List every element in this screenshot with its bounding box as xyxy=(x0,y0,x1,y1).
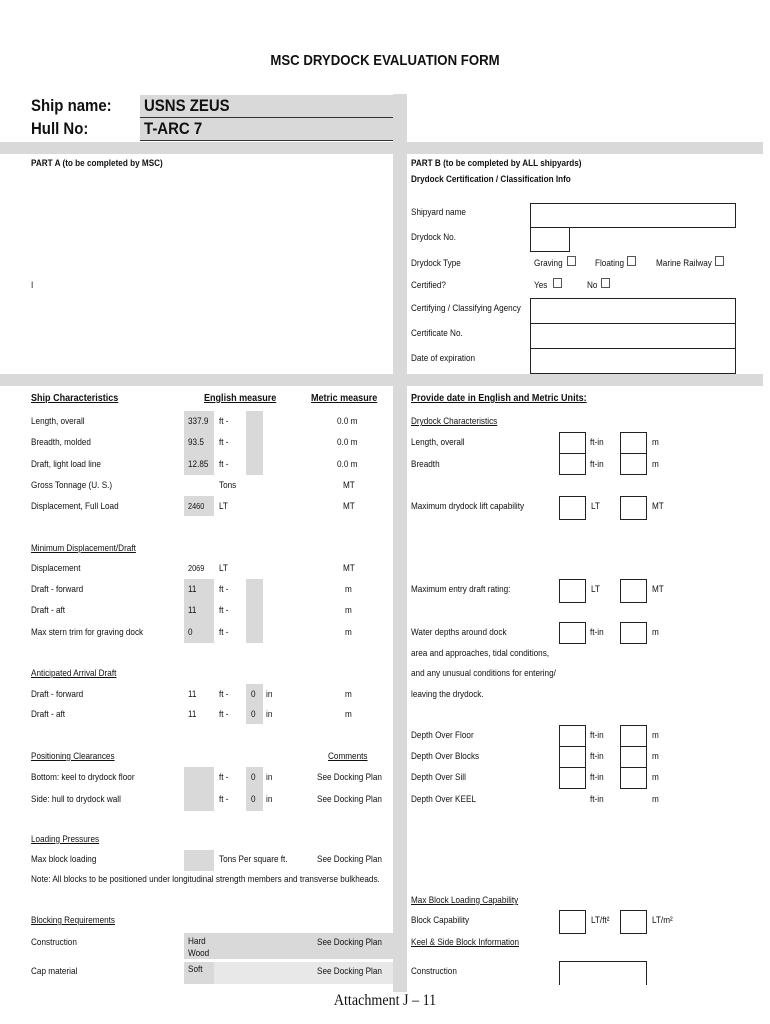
m-unit: m xyxy=(652,730,659,741)
blocking-heading: Blocking Requirements xyxy=(31,915,116,926)
arrival-value[interactable]: 11 xyxy=(188,709,197,720)
ship-char-label: Draft, light load line xyxy=(31,459,101,470)
certified-no-label: No xyxy=(587,280,598,291)
block-unit-en: LT/ft² xyxy=(591,915,610,926)
shipyard-name-input[interactable] xyxy=(530,203,736,228)
agency-label: Certifying / Classifying Agency xyxy=(411,303,521,314)
min-disp-value[interactable]: 0 xyxy=(188,627,193,638)
positioning-inch[interactable]: 0 xyxy=(251,794,256,805)
arrival-unit: ft - xyxy=(219,709,229,720)
ft-in-unit: ft-in xyxy=(590,751,604,762)
loading-note: Note: All blocks to be positioned under longitudinal strength members and transverse bulkheads. xyxy=(31,874,380,885)
ship-name-label: Ship name: xyxy=(31,96,112,115)
construction-value[interactable]: Wood xyxy=(188,948,210,959)
header-divider xyxy=(140,117,393,118)
ft-in-unit: ft-in xyxy=(590,627,604,638)
min-disp-metric: m xyxy=(345,627,352,638)
ship-char-value[interactable]: 93.5 xyxy=(188,437,204,448)
construction-value[interactable]: Hard xyxy=(188,936,206,947)
ship-char-label: Length, overall xyxy=(31,416,85,427)
page-footer: Attachment J – 11 xyxy=(333,992,437,1009)
ship-characteristics-heading: Ship Characteristics xyxy=(31,392,119,404)
type-option-graving: Graving xyxy=(534,258,563,269)
units-heading: Provide date in English and Metric Units: xyxy=(411,392,587,404)
arrival-inch-unit: in xyxy=(266,709,273,720)
ship-char-metric: MT xyxy=(343,501,355,512)
entry-draft-lt-input[interactable] xyxy=(559,579,586,603)
min-disp-unit: ft - xyxy=(219,605,229,616)
positioning-label: Side: hull to drydock wall xyxy=(31,794,121,805)
ship-char-metric: 0.0 m xyxy=(337,459,358,470)
drydock-no-input[interactable] xyxy=(530,227,570,252)
ship-char-metric: 0.0 m xyxy=(337,437,358,448)
arrival-inch-unit: in xyxy=(266,689,273,700)
comments-heading: Comments xyxy=(328,751,368,762)
construction-label: Construction xyxy=(31,937,77,948)
cap-material-comment: See Docking Plan xyxy=(317,966,382,977)
certified-yes-checkbox[interactable] xyxy=(553,278,562,288)
drydock-no-label: Drydock No. xyxy=(411,232,456,243)
ship-name-value[interactable]: USNS ZEUS xyxy=(144,96,230,115)
ft-in-unit: ft-in xyxy=(590,772,604,783)
drydock-type-label: Drydock Type xyxy=(411,258,461,269)
ship-char-unit: ft - xyxy=(219,437,229,448)
keel-heading: Keel & Side Block Information xyxy=(411,937,520,948)
stray-mark: I xyxy=(31,280,34,291)
cert-no-label: Certificate No. xyxy=(411,328,463,339)
ship-char-unit: LT xyxy=(219,501,228,512)
water-depth-m-input[interactable] xyxy=(620,622,647,644)
min-disp-unit: ft - xyxy=(219,627,229,638)
positioning-inch-unit: in xyxy=(266,772,273,783)
depth-floor-ft-input[interactable] xyxy=(559,725,586,747)
value-column-bg xyxy=(184,850,214,871)
arrival-metric: m xyxy=(345,709,352,720)
english-measure-heading: English measure xyxy=(204,392,277,404)
ship-char-metric: 0.0 m xyxy=(337,416,358,427)
drydock-length-ft-input[interactable] xyxy=(559,432,586,454)
depth-label: Depth Over Sill xyxy=(411,772,466,783)
part-a-band xyxy=(0,142,408,154)
ship-char-metric: MT xyxy=(343,480,355,491)
drydock-breadth-ft-input[interactable] xyxy=(559,453,586,475)
construction-comment: See Docking Plan xyxy=(317,937,382,948)
m-unit: m xyxy=(652,772,659,783)
m-unit: m xyxy=(652,794,659,805)
ft-in-unit: ft-in xyxy=(590,459,604,470)
m-unit: m xyxy=(652,751,659,762)
max-block-heading: Max Block Loading Capability xyxy=(411,895,519,906)
certified-no-checkbox[interactable] xyxy=(601,278,610,288)
drydock-breadth-m-input[interactable] xyxy=(620,453,647,475)
hull-no-value[interactable]: T-ARC 7 xyxy=(144,119,203,138)
floating-checkbox[interactable] xyxy=(627,256,636,266)
positioning-comment: See Docking Plan xyxy=(317,794,382,805)
lt-unit: LT xyxy=(591,501,600,512)
arrival-metric: m xyxy=(345,689,352,700)
inch-column-bg xyxy=(246,411,263,475)
min-disp-value[interactable]: 11 xyxy=(188,605,197,616)
ft-in-unit: ft-in xyxy=(590,437,604,448)
loading-comment: See Docking Plan xyxy=(317,854,382,865)
ft-in-unit: ft-in xyxy=(590,794,604,805)
lift-lt-input[interactable] xyxy=(559,496,586,520)
arrival-inch[interactable]: 0 xyxy=(251,709,256,720)
expiration-label: Date of expiration xyxy=(411,353,476,364)
keel-construction-input[interactable] xyxy=(559,961,647,985)
inch-column-bg xyxy=(246,579,263,643)
entry-draft-mt-input[interactable] xyxy=(620,579,647,603)
lt-unit: LT xyxy=(591,584,600,595)
drydock-length-label: Length, overall xyxy=(411,437,465,448)
type-option-floating: Floating xyxy=(595,258,625,269)
lift-capability-label: Maximum drydock lift capability xyxy=(411,501,525,512)
cert-no-input[interactable] xyxy=(530,323,736,349)
ship-char-label: Breadth, molded xyxy=(31,437,91,448)
entry-draft-label: Maximum entry draft rating: xyxy=(411,584,511,595)
cap-material-label: Cap material xyxy=(31,966,78,977)
depth-label: Depth Over Floor xyxy=(411,730,474,741)
m-unit: m xyxy=(652,437,659,448)
loading-heading: Loading Pressures xyxy=(31,834,100,845)
arrival-inch[interactable]: 0 xyxy=(251,689,256,700)
arrival-value[interactable]: 11 xyxy=(188,689,197,700)
hull-no-label: Hull No: xyxy=(31,119,89,138)
drydock-breadth-label: Breadth xyxy=(411,459,440,470)
loading-unit: Tons Per square ft. xyxy=(219,854,288,865)
positioning-heading: Positioning Clearances xyxy=(31,751,115,762)
positioning-inch-unit: in xyxy=(266,794,273,805)
depth-label: Depth Over Blocks xyxy=(411,751,480,762)
block-capability-label: Block Capability xyxy=(411,915,470,926)
min-disp-metric: m xyxy=(345,584,352,595)
ship-char-value[interactable]: 2460 xyxy=(188,501,205,511)
mt-unit: MT xyxy=(652,501,664,512)
ship-char-label: Displacement, Full Load xyxy=(31,501,119,512)
min-disp-label: Displacement xyxy=(31,563,81,574)
keel-construction-label: Construction xyxy=(411,966,457,977)
part-a-heading: PART A (to be completed by MSC) xyxy=(31,158,163,169)
form-title: MSC DRYDOCK EVALUATION FORM xyxy=(270,52,500,69)
min-disp-value[interactable]: 2069 xyxy=(188,563,205,573)
type-option-marine-railway: Marine Railway xyxy=(656,258,712,269)
ship-char-value[interactable]: 337.9 xyxy=(188,416,209,427)
min-disp-heading: Minimum Displacement/Draft xyxy=(31,543,136,554)
section-band xyxy=(0,374,763,386)
certified-yes-label: Yes xyxy=(534,280,548,291)
metric-measure-heading: Metric measure xyxy=(311,392,378,404)
arrival-unit: ft - xyxy=(219,689,229,700)
water-depths-line: Water depths around dock xyxy=(411,627,507,638)
ft-in-unit: ft-in xyxy=(590,730,604,741)
mt-unit: MT xyxy=(652,584,664,595)
part-b-band xyxy=(407,142,763,154)
lift-mt-input[interactable] xyxy=(620,496,647,520)
arrival-label: Draft - aft xyxy=(31,709,66,720)
agency-input[interactable] xyxy=(530,298,736,324)
m-unit: m xyxy=(652,627,659,638)
ship-char-label: Gross Tonnage (U. S.) xyxy=(31,480,113,491)
min-disp-label: Max stern trim for graving dock xyxy=(31,627,144,638)
part-b-heading: PART B (to be completed by ALL shipyards) xyxy=(411,158,582,169)
depth-floor-m-input[interactable] xyxy=(620,725,647,747)
positioning-label: Bottom: keel to drydock floor xyxy=(31,772,135,783)
value-column-bg xyxy=(184,767,214,811)
depth-sill-m-input[interactable] xyxy=(620,767,647,789)
positioning-unit: ft - xyxy=(219,772,229,783)
water-depth-ft-input[interactable] xyxy=(559,622,586,644)
min-disp-label: Draft - forward xyxy=(31,584,84,595)
certified-label: Certified? xyxy=(411,280,446,291)
depth-sill-ft-input[interactable] xyxy=(559,767,586,789)
block-unit-m: LT/m² xyxy=(652,915,673,926)
header-divider xyxy=(140,140,393,141)
marine-railway-checkbox[interactable] xyxy=(715,256,724,266)
depth-label: Depth Over KEEL xyxy=(411,794,476,805)
cap-material-value[interactable]: Soft xyxy=(188,964,203,975)
graving-checkbox[interactable] xyxy=(567,256,576,266)
arrival-heading: Anticipated Arrival Draft xyxy=(31,668,117,679)
water-depths-line: and any unusual conditions for entering/ xyxy=(411,668,556,679)
ship-char-value[interactable]: 12.85 xyxy=(188,459,209,470)
expiration-input[interactable] xyxy=(530,348,736,374)
positioning-unit: ft - xyxy=(219,794,229,805)
drydock-char-heading: Drydock Characteristics xyxy=(411,416,498,427)
block-capability-en-input[interactable] xyxy=(559,910,586,934)
block-capability-m-input[interactable] xyxy=(620,910,647,934)
drydock-length-m-input[interactable] xyxy=(620,432,647,454)
column-separator xyxy=(393,94,407,992)
depth-blocks-ft-input[interactable] xyxy=(559,746,586,768)
loading-label: Max block loading xyxy=(31,854,97,865)
shipyard-name-label: Shipyard name xyxy=(411,207,466,218)
min-disp-metric: MT xyxy=(343,563,355,574)
water-depths-line: leaving the drydock. xyxy=(411,689,484,700)
positioning-comment: See Docking Plan xyxy=(317,772,382,783)
ship-char-unit: Tons xyxy=(219,480,237,491)
water-depths-line: area and approaches, tidal conditions, xyxy=(411,648,550,659)
min-disp-metric: m xyxy=(345,605,352,616)
min-disp-value[interactable]: 11 xyxy=(188,584,197,595)
arrival-label: Draft - forward xyxy=(31,689,84,700)
part-b-subheading: Drydock Certification / Classification Info xyxy=(411,174,571,185)
m-unit: m xyxy=(652,459,659,470)
positioning-inch[interactable]: 0 xyxy=(251,772,256,783)
min-disp-unit: LT xyxy=(219,563,228,574)
min-disp-unit: ft - xyxy=(219,584,229,595)
ship-char-unit: ft - xyxy=(219,416,229,427)
min-disp-label: Draft - aft xyxy=(31,605,66,616)
depth-blocks-m-input[interactable] xyxy=(620,746,647,768)
ship-char-unit: ft - xyxy=(219,459,229,470)
